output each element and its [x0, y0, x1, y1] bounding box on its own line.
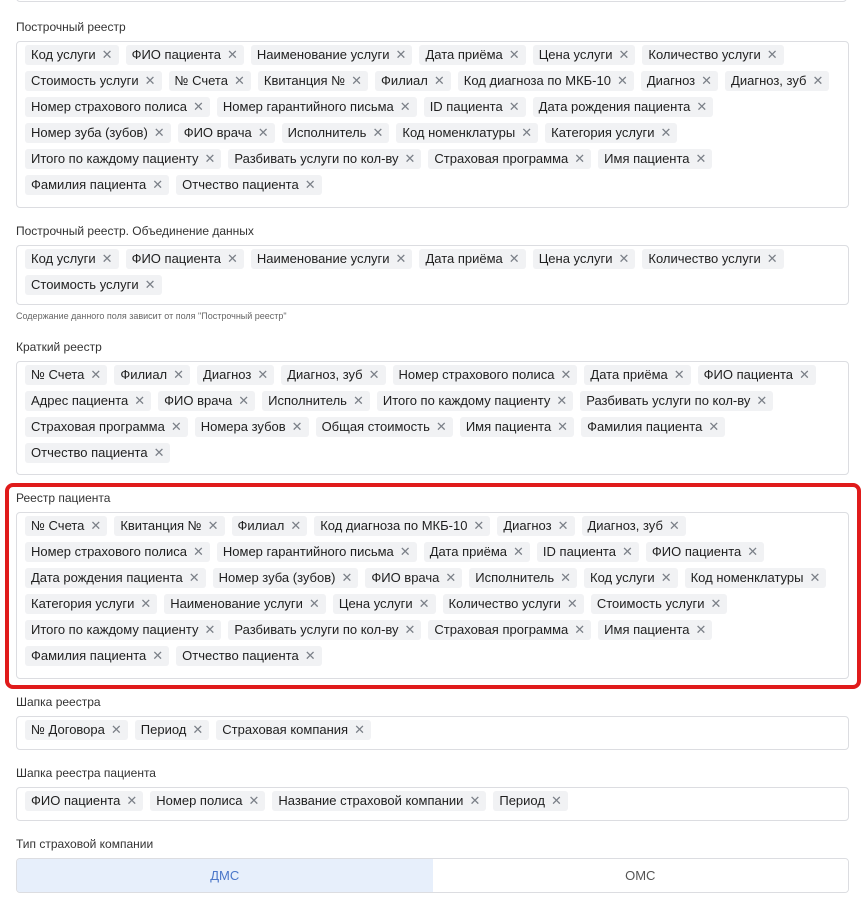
close-icon[interactable]: ✕ — [188, 570, 200, 585]
tag-label: ФИО пациента — [651, 544, 742, 559]
close-icon[interactable]: ✕ — [101, 251, 113, 266]
close-icon[interactable]: ✕ — [766, 47, 778, 62]
tag-chip — [533, 45, 636, 65]
close-icon[interactable]: ✕ — [695, 622, 707, 637]
tag-chip — [258, 71, 368, 91]
tag-label: Номер гарантийного письма — [222, 544, 394, 559]
tag-chip — [158, 391, 255, 411]
close-icon[interactable]: ✕ — [435, 419, 447, 434]
close-icon[interactable]: ✕ — [395, 47, 407, 62]
tag-label: № Договора — [31, 722, 105, 737]
tag-chip — [25, 97, 210, 117]
tag-label: Адрес пациента — [31, 393, 129, 408]
section-line-registry — [16, 20, 849, 192]
tag-label: Период — [499, 793, 545, 808]
close-icon[interactable]: ✕ — [574, 151, 586, 166]
close-icon[interactable]: ✕ — [399, 99, 411, 114]
close-icon[interactable]: ✕ — [710, 596, 722, 611]
tag-chip — [458, 71, 634, 91]
tag-chip — [419, 249, 525, 269]
tag-label: Номер зуба (зубов) — [31, 125, 148, 140]
close-icon[interactable]: ✕ — [616, 73, 628, 88]
close-icon[interactable]: ✕ — [557, 518, 569, 533]
tag-chip — [217, 97, 417, 117]
tag-label: Цена услуги — [538, 251, 613, 266]
tag-chip — [25, 417, 188, 437]
close-icon[interactable]: ✕ — [399, 544, 411, 559]
close-icon[interactable]: ✕ — [257, 367, 269, 382]
tag-label: Наименование услуги — [256, 47, 390, 62]
tag-chip — [126, 45, 244, 65]
tag-chip — [251, 249, 413, 269]
close-icon[interactable]: ✕ — [574, 622, 586, 637]
tag-chip — [217, 542, 417, 562]
tag-chip — [197, 365, 274, 385]
tag-label: Дата приёма — [429, 544, 508, 559]
close-icon[interactable]: ✕ — [508, 251, 520, 266]
close-icon[interactable]: ✕ — [134, 393, 146, 408]
tag-chip — [228, 620, 421, 640]
tag-chip — [25, 594, 157, 614]
close-icon[interactable]: ✕ — [521, 125, 533, 140]
tag-chip — [114, 516, 224, 536]
close-icon[interactable]: ✕ — [395, 251, 407, 266]
close-icon[interactable]: ✕ — [469, 793, 481, 808]
tag-chip — [641, 71, 718, 91]
close-icon[interactable]: ✕ — [673, 367, 685, 382]
close-icon[interactable]: ✕ — [192, 544, 204, 559]
tag-chip — [582, 516, 686, 536]
tag-chip — [685, 568, 827, 588]
tag-label: ФИО пациента — [31, 793, 121, 808]
tag-label: Фамилия пациента — [31, 177, 147, 192]
tag-label: Номер гарантийного письма — [222, 99, 394, 114]
close-icon[interactable]: ✕ — [404, 151, 416, 166]
close-icon[interactable]: ✕ — [513, 544, 524, 559]
close-icon[interactable]: ✕ — [433, 73, 445, 88]
tag-chip — [25, 720, 128, 740]
close-icon[interactable]: ✕ — [747, 544, 759, 559]
tag-chip — [150, 791, 265, 811]
close-icon[interactable]: ✕ — [799, 367, 810, 382]
tag-chip — [25, 45, 119, 65]
tag-label: Стоимость услуги — [31, 277, 139, 292]
close-icon[interactable]: ✕ — [809, 570, 821, 585]
close-icon[interactable]: ✕ — [192, 722, 204, 737]
tag-label: Номер страхового полиса — [398, 367, 555, 382]
tag-label: Диагноз — [503, 518, 552, 533]
tag-chip — [642, 45, 783, 65]
close-icon[interactable]: ✕ — [766, 251, 778, 266]
tag-label: Номера зубов — [200, 419, 286, 434]
tag-label: Код услуги — [590, 570, 655, 585]
close-icon[interactable]: ✕ — [101, 47, 113, 62]
tag-label: Страховая программа — [434, 622, 569, 637]
close-icon[interactable]: ✕ — [508, 47, 520, 62]
close-icon[interactable]: ✕ — [445, 570, 457, 585]
close-icon[interactable]: ✕ — [560, 570, 572, 585]
tag-label: Код номенклатуры — [402, 125, 516, 140]
tag-select-field[interactable] — [16, 716, 849, 750]
tag-chip — [169, 71, 251, 91]
tag-chip — [135, 720, 210, 740]
close-icon[interactable]: ✕ — [153, 445, 165, 460]
close-icon[interactable]: ✕ — [352, 393, 364, 408]
close-icon[interactable]: ✕ — [556, 393, 568, 408]
tag-chip — [216, 720, 371, 740]
tag-label: Общая стоимость — [321, 419, 430, 434]
close-icon[interactable]: ✕ — [144, 73, 156, 88]
close-icon[interactable]: ✕ — [701, 73, 713, 88]
tag-label: Стоимость услуги — [596, 596, 705, 611]
tag-label: Итого по каждому пациенту — [31, 151, 199, 166]
tag-chip — [642, 249, 783, 269]
tag-label: Дата рождения пациента — [31, 570, 183, 585]
tag-chip — [598, 149, 712, 169]
insurance-type-oms-button[interactable]: ОМС — [433, 859, 849, 892]
section-line-registry-merge — [16, 224, 849, 321]
tag-chip — [25, 391, 151, 411]
tag-chip — [428, 620, 591, 640]
tag-chip — [419, 45, 525, 65]
tag-label: Филиал — [237, 518, 285, 533]
tag-label: Филиал — [381, 73, 428, 88]
tag-label: Диагноз, зуб — [587, 518, 663, 533]
tag-select-field[interactable] — [16, 245, 849, 305]
close-icon[interactable]: ✕ — [550, 793, 562, 808]
tag-chip — [698, 365, 816, 385]
close-icon[interactable]: ✕ — [308, 596, 320, 611]
close-icon[interactable]: ✕ — [204, 622, 216, 637]
close-icon[interactable]: ✕ — [368, 367, 380, 382]
tag-chip — [460, 417, 574, 437]
tag-chip — [424, 542, 530, 562]
tag-label: Дата рождения пациента — [538, 99, 691, 114]
tag-chip — [584, 568, 678, 588]
tag-label: Фамилия пациента — [31, 648, 147, 663]
tag-label: Исполнитель — [268, 393, 347, 408]
section-label: Шапка реестра пациента — [16, 766, 156, 780]
tag-label: Квитанция № — [120, 518, 202, 533]
previous-field-frame — [16, 0, 847, 2]
tag-chip — [396, 123, 538, 143]
tag-label: Код номенклатуры — [690, 570, 804, 585]
tag-label: Стоимость услуги — [31, 73, 139, 88]
close-icon[interactable]: ✕ — [226, 251, 238, 266]
close-icon[interactable]: ✕ — [621, 544, 633, 559]
close-icon[interactable]: ✕ — [291, 419, 303, 434]
tag-label: № Счета — [174, 73, 228, 88]
close-icon[interactable]: ✕ — [248, 793, 260, 808]
tag-label: Имя пациента — [604, 151, 690, 166]
tag-label: Филиал — [120, 367, 168, 382]
tag-chip — [282, 123, 390, 143]
tag-label: Диагноз — [646, 73, 696, 88]
close-icon[interactable]: ✕ — [560, 367, 572, 382]
tag-label: Квитанция № — [263, 73, 346, 88]
tag-label: Страховая программа — [31, 419, 165, 434]
close-icon[interactable]: ✕ — [418, 596, 430, 611]
section-label: Реестр пациента — [16, 491, 111, 505]
close-icon[interactable]: ✕ — [304, 177, 316, 192]
tag-label: Итого по каждому пациенту — [382, 393, 551, 408]
tag-chip — [25, 123, 171, 143]
tag-chip — [25, 275, 162, 295]
tag-chip — [646, 542, 764, 562]
tag-label: Имя пациента — [465, 419, 552, 434]
close-icon[interactable]: ✕ — [351, 73, 363, 88]
close-icon[interactable]: ✕ — [473, 518, 485, 533]
close-icon[interactable]: ✕ — [566, 596, 578, 611]
close-icon[interactable]: ✕ — [660, 570, 672, 585]
section-registry-header — [16, 695, 849, 737]
tag-label: Разбивать услуги по кол-ву — [234, 151, 399, 166]
tag-label: Разбивать услуги по кол-ву — [586, 393, 751, 408]
tag-chip — [228, 149, 421, 169]
tag-chip — [262, 391, 370, 411]
tag-chip — [393, 365, 578, 385]
tag-label: Страховая компания — [222, 722, 349, 737]
tag-label: ФИО пациента — [131, 251, 221, 266]
close-icon[interactable]: ✕ — [304, 648, 316, 663]
tag-label: ID пациента — [429, 99, 503, 114]
tag-chip — [195, 417, 309, 437]
section-insurance-type — [16, 837, 849, 883]
tag-label: Код диагноза по МКБ-10 — [463, 73, 611, 88]
tag-chip — [25, 175, 169, 195]
section-label: Построчный реестр — [16, 20, 126, 34]
close-icon[interactable]: ✕ — [152, 648, 164, 663]
tag-label: ФИО врача — [183, 125, 252, 140]
close-icon[interactable]: ✕ — [696, 99, 708, 114]
tag-label: Отчество пациента — [31, 445, 148, 460]
tag-label: Цена услуги — [538, 47, 613, 62]
close-icon[interactable]: ✕ — [557, 419, 569, 434]
close-icon[interactable]: ✕ — [660, 125, 672, 140]
tag-chip — [126, 249, 244, 269]
tag-chip — [25, 620, 221, 640]
tag-chip — [176, 646, 321, 666]
section-patient-registry-header — [16, 766, 849, 808]
close-icon[interactable]: ✕ — [140, 596, 152, 611]
tag-chip — [25, 542, 210, 562]
close-icon[interactable]: ✕ — [170, 419, 182, 434]
close-icon[interactable]: ✕ — [126, 793, 138, 808]
tag-chip — [25, 646, 169, 666]
tag-chip — [316, 417, 453, 437]
tag-chip — [443, 594, 584, 614]
tag-chip — [375, 71, 451, 91]
tag-label: Категория услуги — [31, 596, 135, 611]
tag-chip — [272, 791, 486, 811]
tag-chip — [25, 249, 119, 269]
tag-label: Дата приёма — [425, 251, 503, 266]
close-icon[interactable]: ✕ — [192, 99, 204, 114]
tag-label: Номер страхового полиса — [31, 99, 187, 114]
tag-chip — [25, 516, 107, 536]
section-label: Построчный реестр. Объединение данных — [16, 224, 254, 238]
tag-chip — [25, 149, 221, 169]
tag-chip — [176, 175, 321, 195]
close-icon[interactable]: ✕ — [618, 47, 630, 62]
field-hint: Содержание данного поля зависит от поля "Построчный реестр" — [16, 311, 287, 321]
close-icon[interactable]: ✕ — [90, 518, 102, 533]
tag-label: Название страховой компании — [278, 793, 464, 808]
tag-label: Количество услуги — [648, 47, 761, 62]
tag-chip — [725, 71, 829, 91]
tag-chip — [25, 71, 162, 91]
tag-select-field[interactable] — [16, 512, 849, 679]
tag-chip — [469, 568, 577, 588]
tag-label: ФИО пациента — [131, 47, 221, 62]
tag-label: Период — [140, 722, 187, 737]
tag-select-field[interactable] — [16, 41, 849, 208]
tag-label: Количество услуги — [648, 251, 761, 266]
tag-chip — [424, 97, 526, 117]
tag-chip — [232, 516, 308, 536]
section-label: Шапка реестра — [16, 695, 101, 709]
tag-chip — [584, 365, 690, 385]
tag-label: Наименование услуги — [256, 251, 390, 266]
close-icon[interactable]: ✕ — [354, 722, 365, 737]
close-icon[interactable]: ✕ — [204, 151, 216, 166]
tag-label: Отчество пациента — [182, 648, 299, 663]
close-icon[interactable]: ✕ — [708, 419, 720, 434]
section-patient-registry — [16, 491, 849, 663]
tag-label: ID пациента — [542, 544, 616, 559]
tag-chip — [178, 123, 275, 143]
tag-label: Исполнитель — [287, 125, 367, 140]
tag-label: Имя пациента — [604, 622, 690, 637]
close-icon[interactable]: ✕ — [756, 393, 768, 408]
close-icon[interactable]: ✕ — [90, 367, 102, 382]
close-icon[interactable]: ✕ — [233, 73, 245, 88]
tag-label: Отчество пациента — [182, 177, 299, 192]
tag-select-field[interactable] — [16, 361, 849, 475]
tag-label: Диагноз, зуб — [731, 73, 807, 88]
close-icon[interactable]: ✕ — [173, 367, 185, 382]
section-label: Тип страховой компании — [16, 837, 154, 851]
tag-label: Цена услуги — [338, 596, 413, 611]
tag-label: Разбивать услуги по кол-ву — [234, 622, 399, 637]
tag-chip — [493, 791, 568, 811]
close-icon[interactable]: ✕ — [508, 99, 520, 114]
close-icon[interactable]: ✕ — [238, 393, 250, 408]
insurance-type-dms-button[interactable]: ДМС — [17, 859, 433, 892]
tag-chip — [428, 149, 591, 169]
tag-label: Фамилия пациента — [587, 419, 703, 434]
tag-label: Код услуги — [31, 251, 96, 266]
section-short-registry — [16, 340, 849, 460]
close-icon[interactable]: ✕ — [144, 277, 156, 292]
tag-chip — [581, 417, 725, 437]
tag-chip — [497, 516, 574, 536]
tag-chip — [213, 568, 359, 588]
tag-label: Страховая программа — [434, 151, 569, 166]
tag-label: ФИО пациента — [703, 367, 794, 382]
tag-chip — [251, 45, 413, 65]
tag-label: № Счета — [31, 518, 85, 533]
tag-label: Код услуги — [31, 47, 96, 62]
section-label: Краткий реестр — [16, 340, 102, 354]
tag-chip — [545, 123, 677, 143]
tag-chip — [533, 249, 636, 269]
tag-label: ФИО врача — [371, 570, 440, 585]
tag-label: Категория услуги — [551, 125, 655, 140]
close-icon[interactable]: ✕ — [372, 125, 384, 140]
close-icon[interactable]: ✕ — [152, 177, 164, 192]
tag-label: Номер полиса — [156, 793, 243, 808]
close-icon[interactable]: ✕ — [695, 151, 707, 166]
close-icon[interactable]: ✕ — [226, 47, 238, 62]
tag-chip — [537, 542, 639, 562]
insurance-type-toggle — [16, 858, 849, 893]
tag-chip — [114, 365, 190, 385]
tag-label: Количество услуги — [448, 596, 561, 611]
tag-label: Дата приёма — [590, 367, 668, 382]
tag-select-field[interactable] — [16, 787, 849, 821]
tag-label: Исполнитель — [475, 570, 555, 585]
close-icon[interactable]: ✕ — [153, 125, 165, 140]
tag-chip — [25, 365, 107, 385]
tag-label: № Счета — [31, 367, 85, 382]
close-icon[interactable]: ✕ — [207, 518, 219, 533]
tag-chip — [591, 594, 728, 614]
tag-label: Диагноз, зуб — [287, 367, 363, 382]
tag-chip — [598, 620, 712, 640]
tag-chip — [25, 568, 206, 588]
close-icon[interactable]: ✕ — [618, 251, 630, 266]
close-icon[interactable]: ✕ — [812, 73, 824, 88]
tag-label: Итого по каждому пациенту — [31, 622, 199, 637]
tag-chip — [580, 391, 773, 411]
tag-chip — [281, 365, 385, 385]
tag-label: Номер зуба (зубов) — [218, 570, 336, 585]
tag-chip — [314, 516, 490, 536]
tag-chip — [377, 391, 573, 411]
tag-label: Код диагноза по МКБ-10 — [320, 518, 468, 533]
tag-chip — [25, 443, 170, 463]
close-icon[interactable]: ✕ — [110, 722, 122, 737]
close-icon[interactable]: ✕ — [290, 518, 302, 533]
tag-label: Диагноз — [203, 367, 252, 382]
close-icon[interactable]: ✕ — [668, 518, 680, 533]
close-icon[interactable]: ✕ — [257, 125, 269, 140]
tag-chip — [25, 791, 143, 811]
tag-label: Номер страхового полиса — [31, 544, 187, 559]
tag-chip — [533, 97, 714, 117]
tag-chip — [333, 594, 436, 614]
close-icon[interactable]: ✕ — [341, 570, 353, 585]
tag-chip — [365, 568, 462, 588]
tag-chip — [164, 594, 326, 614]
close-icon[interactable]: ✕ — [404, 622, 416, 637]
tag-label: ФИО врача — [164, 393, 233, 408]
tag-label: Наименование услуги — [170, 596, 303, 611]
tag-label: Дата приёма — [425, 47, 503, 62]
